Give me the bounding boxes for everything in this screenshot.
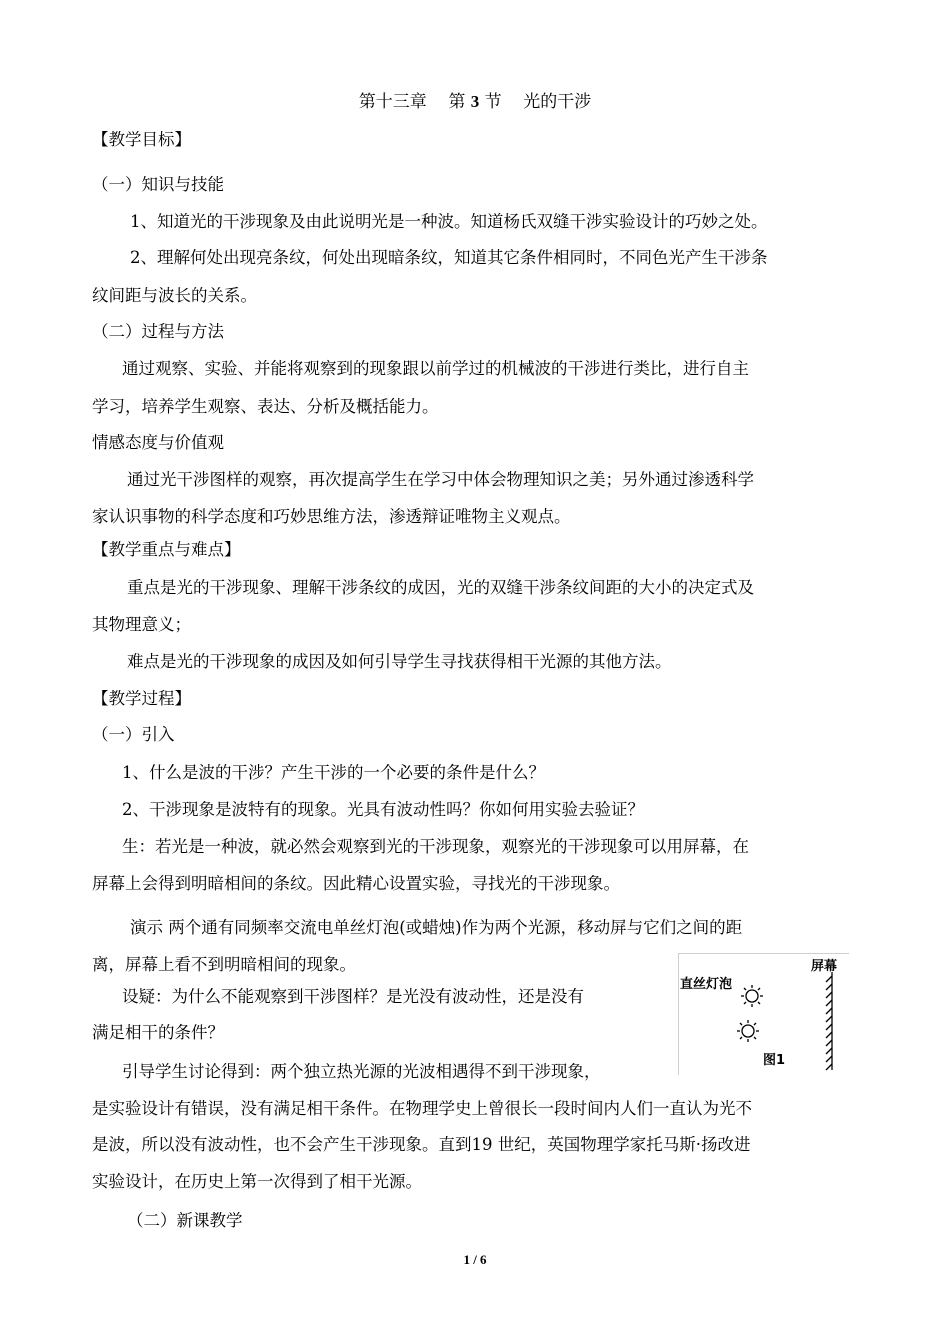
paragraph-line: 满足相干的条件？ [92,1023,224,1042]
paragraph-line: 引导学生讨论得到：两个独立热光源的光波相遇得不到干涉现象， [122,1062,601,1081]
paragraph-line: 设疑：为什么不能观察到干涉图样？是光没有波动性，还是没有 [122,987,584,1006]
paragraph-line: 2、理解何处出现亮条纹，何处出现暗条纹，知道其它条件相同时，不同色光产生干涉条 [130,248,768,267]
figure-two-lamps [678,953,849,1075]
subheading-attitude: 情感态度与价值观 [92,433,224,452]
screen-icon [826,972,832,1070]
section-number: 3 [470,92,480,111]
paragraph-line: 屏幕上会得到明暗相间的条纹。因此精心设置实验，寻找光的干涉现象。 [92,874,620,893]
lamp-icon [741,985,763,1007]
chapter-label: 第十三章 [358,92,427,112]
figure-caption: 图1 [763,1053,786,1068]
subheading-new-lesson: （二）新课教学 [127,1211,243,1230]
paragraph-line: 纹间距与波长的关系。 [92,286,257,305]
paragraph-line: 生：若光是一种波，就必然会观察到光的干涉现象，观察光的干涉现象可以用屏幕，在 [122,837,749,856]
page-number: 1 / 6 [463,1252,487,1267]
subheading-intro: （一）引入 [92,725,175,744]
paragraph-line: 通过观察、实验、并能将观察到的现象跟以前学过的机械波的干涉进行类比，进行自主 [122,359,749,378]
lamp-label: 直丝灯泡 [680,977,733,992]
paragraph-line: 是实验设计有错误，没有满足相干条件。在物理学史上曾很长一段时间内人们一直认为光不 [92,1099,752,1118]
paragraph-line: 家认识事物的科学态度和巧妙思维方法，渗透辩证唯物主义观点。 [92,507,571,526]
paragraph-line: 通过光干涉图样的观察，再次提高学生在学习中体会物理知识之美；另外通过渗透科学 [127,470,754,489]
paragraph-line: 演示 两个通有同频率交流电单丝灯泡(或蜡烛)作为两个光源，移动屏与它们之间的距 [130,918,743,937]
paragraph-line: 离，屏幕上看不到明暗相间的现象。 [92,955,356,974]
subheading-knowledge: （一）知识与技能 [92,175,224,194]
paragraph-line: 其物理意义； [92,615,191,634]
lamp-icon [737,1020,759,1042]
section-suffix: 节 [479,92,502,112]
heading-teaching-process: 【教学过程】 [92,689,191,708]
heading-key-points: 【教学重点与难点】 [92,540,241,559]
screen-label: 屏幕 [811,959,838,974]
subheading-process: （二）过程与方法 [92,322,224,341]
paragraph-line: 1、什么是波的干涉？产生干涉的一个必要的条件是什么？ [122,763,545,782]
paragraph-line: 2、干涉现象是波特有的现象。光具有波动性吗？你如何用实验去验证？ [122,800,644,819]
page-title [0,91,950,113]
section-prefix: 第 [448,92,471,112]
topic-label: 光的干涉 [523,92,592,112]
paragraph-line: 难点是光的干涉现象的成因及如何引导学生寻找获得相干光源的其他方法。 [127,652,672,671]
heading-teaching-goals: 【教学目标】 [92,130,191,149]
paragraph-line: 学习，培养学生观察、表达、分析及概括能力。 [92,397,439,416]
paragraph-line: 1、知道光的干涉现象及由此说明光是一种波。知道杨氏双缝干涉实验设计的巧妙之处。 [130,212,768,231]
paragraph-line: 是波，所以没有波动性，也不会产生干涉现象。直到19 世纪，英国物理学家托马斯·扬改进 [92,1135,751,1154]
paragraph-line: 重点是光的干涉现象、理解干涉条纹的成因，光的双缝干涉条纹间距的大小的决定式及 [127,578,754,597]
paragraph-line: 实验设计，在历史上第一次得到了相干光源。 [92,1172,422,1191]
